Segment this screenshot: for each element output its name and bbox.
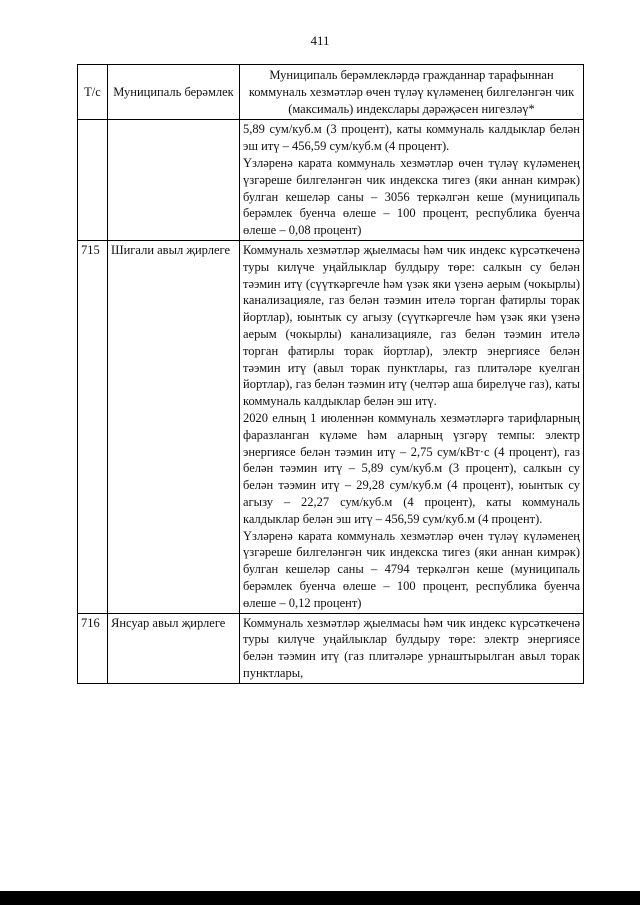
row-paragraph: Үзләренә карата коммуналь хезмәтләр өчен түләү күләменең үзгәреше билгеләнгән чик индекска тигез (яки аннан кимрәк) булган кешеләр саны – 4794 теркәлгән кеше (муниципаль берәмлек буенча өлеше – 100 процент, республика буенча өлеше – 0,12 процент) <box>243 528 580 610</box>
header-municipality: Муниципаль берәмлек <box>108 65 240 120</box>
row-number <box>78 120 108 241</box>
row-paragraph: Коммуналь хезмәтләр җыелмасы һәм чик индекс күрсәткеченә туры килүче уңайлыклар булдыру төре: электр энергиясе белән тәэмин итү (газ плитәләре урнаштырылган авыл торак пунктлары, <box>243 615 580 680</box>
row-paragraph: 5,89 сум/куб.м (3 процент), каты коммуналь калдыклар белән эш итү – 456,59 сум/куб.м (4 процент). <box>243 122 580 154</box>
page-number: 411 <box>310 33 330 48</box>
row-municipality: Янсуар авыл җирлеге <box>108 613 240 683</box>
row-number: 716 <box>78 613 108 683</box>
row-municipality: Шигали авыл җирлеге <box>108 240 240 613</box>
header-indexes: Муниципаль берәмлекләрдә гражданнар тарафыннан коммуналь хезмәтләр өчен түләү күләменең билгеләнгән чик (максималь) индекслары дәрәҗәсен нигезләү* <box>240 65 584 120</box>
table-row <box>78 120 584 241</box>
row-content <box>240 240 584 613</box>
row-paragraph: Үзләренә карата коммуналь хезмәтләр өчен түләү күләменең үзгәреше билгеләнгән чик индекска тигез (яки аннан кимрәк) булган кешеләр саны – 3056 теркәлгән кеше (муниципаль берәмлек буенча өлеше – 100 процент, республика буенча өлеше – 0,08 процент) <box>243 155 580 238</box>
table-row <box>78 613 584 683</box>
table-row <box>78 240 584 613</box>
row-paragraph: Коммуналь хезмәтләр җыелмасы һәм чик индекс күрсәткеченә туры килүче уңайлыклар булдыру төре: салкын су белән тәэмин итү (сүүткәргечле һәм үзәк яки үзенә аерым (чокырлы) канализацияле, газ белән тәэмин ителә торган фатирлы торак йортлар), юынтык су агызу (сүүткәргечле һәм үзәк яки үзенә аерым (чокырлы) канализацияле, газ белән тәэмин ителә торган фатирлы торак йортлар), электр энергиясе белән тәэмин итү (авыл торак пунктлары, газ плитәләре куелган йортлар), газ белән тәэмин итү (челтәр аша бирелүче газ), каты коммуналь калдыклар белән эш итү. <box>243 242 580 409</box>
row-paragraph: 2020 елның 1 июленнән коммуналь хезмәтләргә тарифларның фаразланган күләме һәм аларның үзгәрү темпы: электр энергиясе белән тәэмин итү – 2,75 сум/кВт·с (4 процент), газ белән тәэмин итү – 5,89 сум/куб.м (3 процент), салкын су белән тәэмин итү – 29,28 сум/куб.м (4 процент), юынтык су агызу – 22,27 сум/куб.м (4 процент), каты коммуналь калдыклар белән эш итү – 456,59 сум/куб.м (4 процент). <box>243 410 580 526</box>
row-municipality <box>108 120 240 241</box>
row-content <box>240 120 584 241</box>
scan-bottom-edge <box>0 891 640 905</box>
row-number: 715 <box>78 240 108 613</box>
tariff-index-table <box>77 64 584 684</box>
row-content <box>240 613 584 683</box>
table-header-row <box>78 65 584 120</box>
header-num: Т/с <box>78 65 108 120</box>
